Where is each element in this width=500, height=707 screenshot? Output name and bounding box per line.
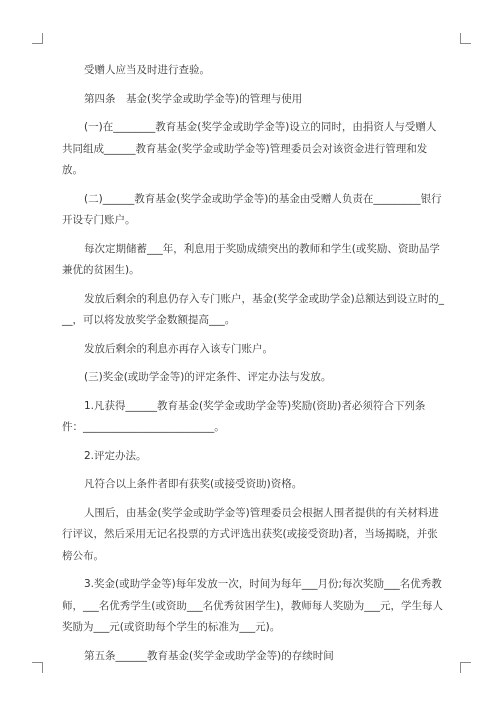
paragraph: 1.凡获得______教育基金(奖学金或助学金等)奖励(资助)者必须符合下列条件：_________________________。 — [62, 399, 426, 433]
paragraph: 每次定期储蓄___年，利息用于奖励成绩突出的教师和学生(或奖励、资助品学兼优的贫困生)。 — [62, 242, 440, 276]
crop-mark-top-left — [32, 33, 43, 44]
paragraph: 受赠人应当及时进行查验。 — [84, 64, 210, 76]
crop-mark-bottom-left — [32, 662, 43, 673]
crop-mark-bottom-right — [460, 662, 471, 673]
paragraph: 人围后，由基金(奖学金或助学金等)管理委员会根据人围者提供的有关材料进行评议，然后采用无记名投票的方式评选出获奖(或接受资助)者，当场揭晓，并张榜公布。 — [62, 506, 439, 562]
paragraph: 发放后剩余的利息仍存入专门账户，基金(奖学金或助学金)总额达到设立时的___，可以将发放奖学金数额提高___。 — [62, 292, 444, 326]
crop-mark-top-right — [460, 33, 471, 44]
paragraph: 凡符合以上条件者即有获奖(或接受资助)资格。 — [84, 478, 303, 490]
paragraph: (三)奖金(或助学金等)的评定条件、评定办法与发放。 — [84, 371, 332, 383]
paragraph: 2.评定办法。 — [84, 449, 147, 462]
paragraph: (一)在________教育基金(奖学金或助学金等)设立的同时，由捐资人与受赠人共同组成______教育基金(奖学金或助学金等)管理委员会对该资金进行管理和发放。 — [62, 121, 437, 176]
paragraph: 3.奖金(或助学金等)每年发放一次，时间为每年___月份;每次奖励___名优秀教师，___名优秀学生(或资助___名优秀贫困学生)，教师每人奖励为___元，学生每人奖励为___元(或资助每个学生的标准为___元)。 — [62, 578, 443, 633]
paragraph: 发放后剩余的利息亦再存入该专门账户。 — [84, 342, 273, 355]
section-heading: 第四条 基金(奖学金或助学金等)的管理与使用 — [84, 92, 303, 105]
paragraph: (二)______教育基金(奖学金或助学金等)的基金由受赠人负责在_________银行开设专门账户。 — [62, 192, 442, 226]
document-body — [62, 60, 444, 674]
section-heading: 第五条______教育基金(奖学金或助学金等)的存续时间 — [84, 649, 334, 662]
